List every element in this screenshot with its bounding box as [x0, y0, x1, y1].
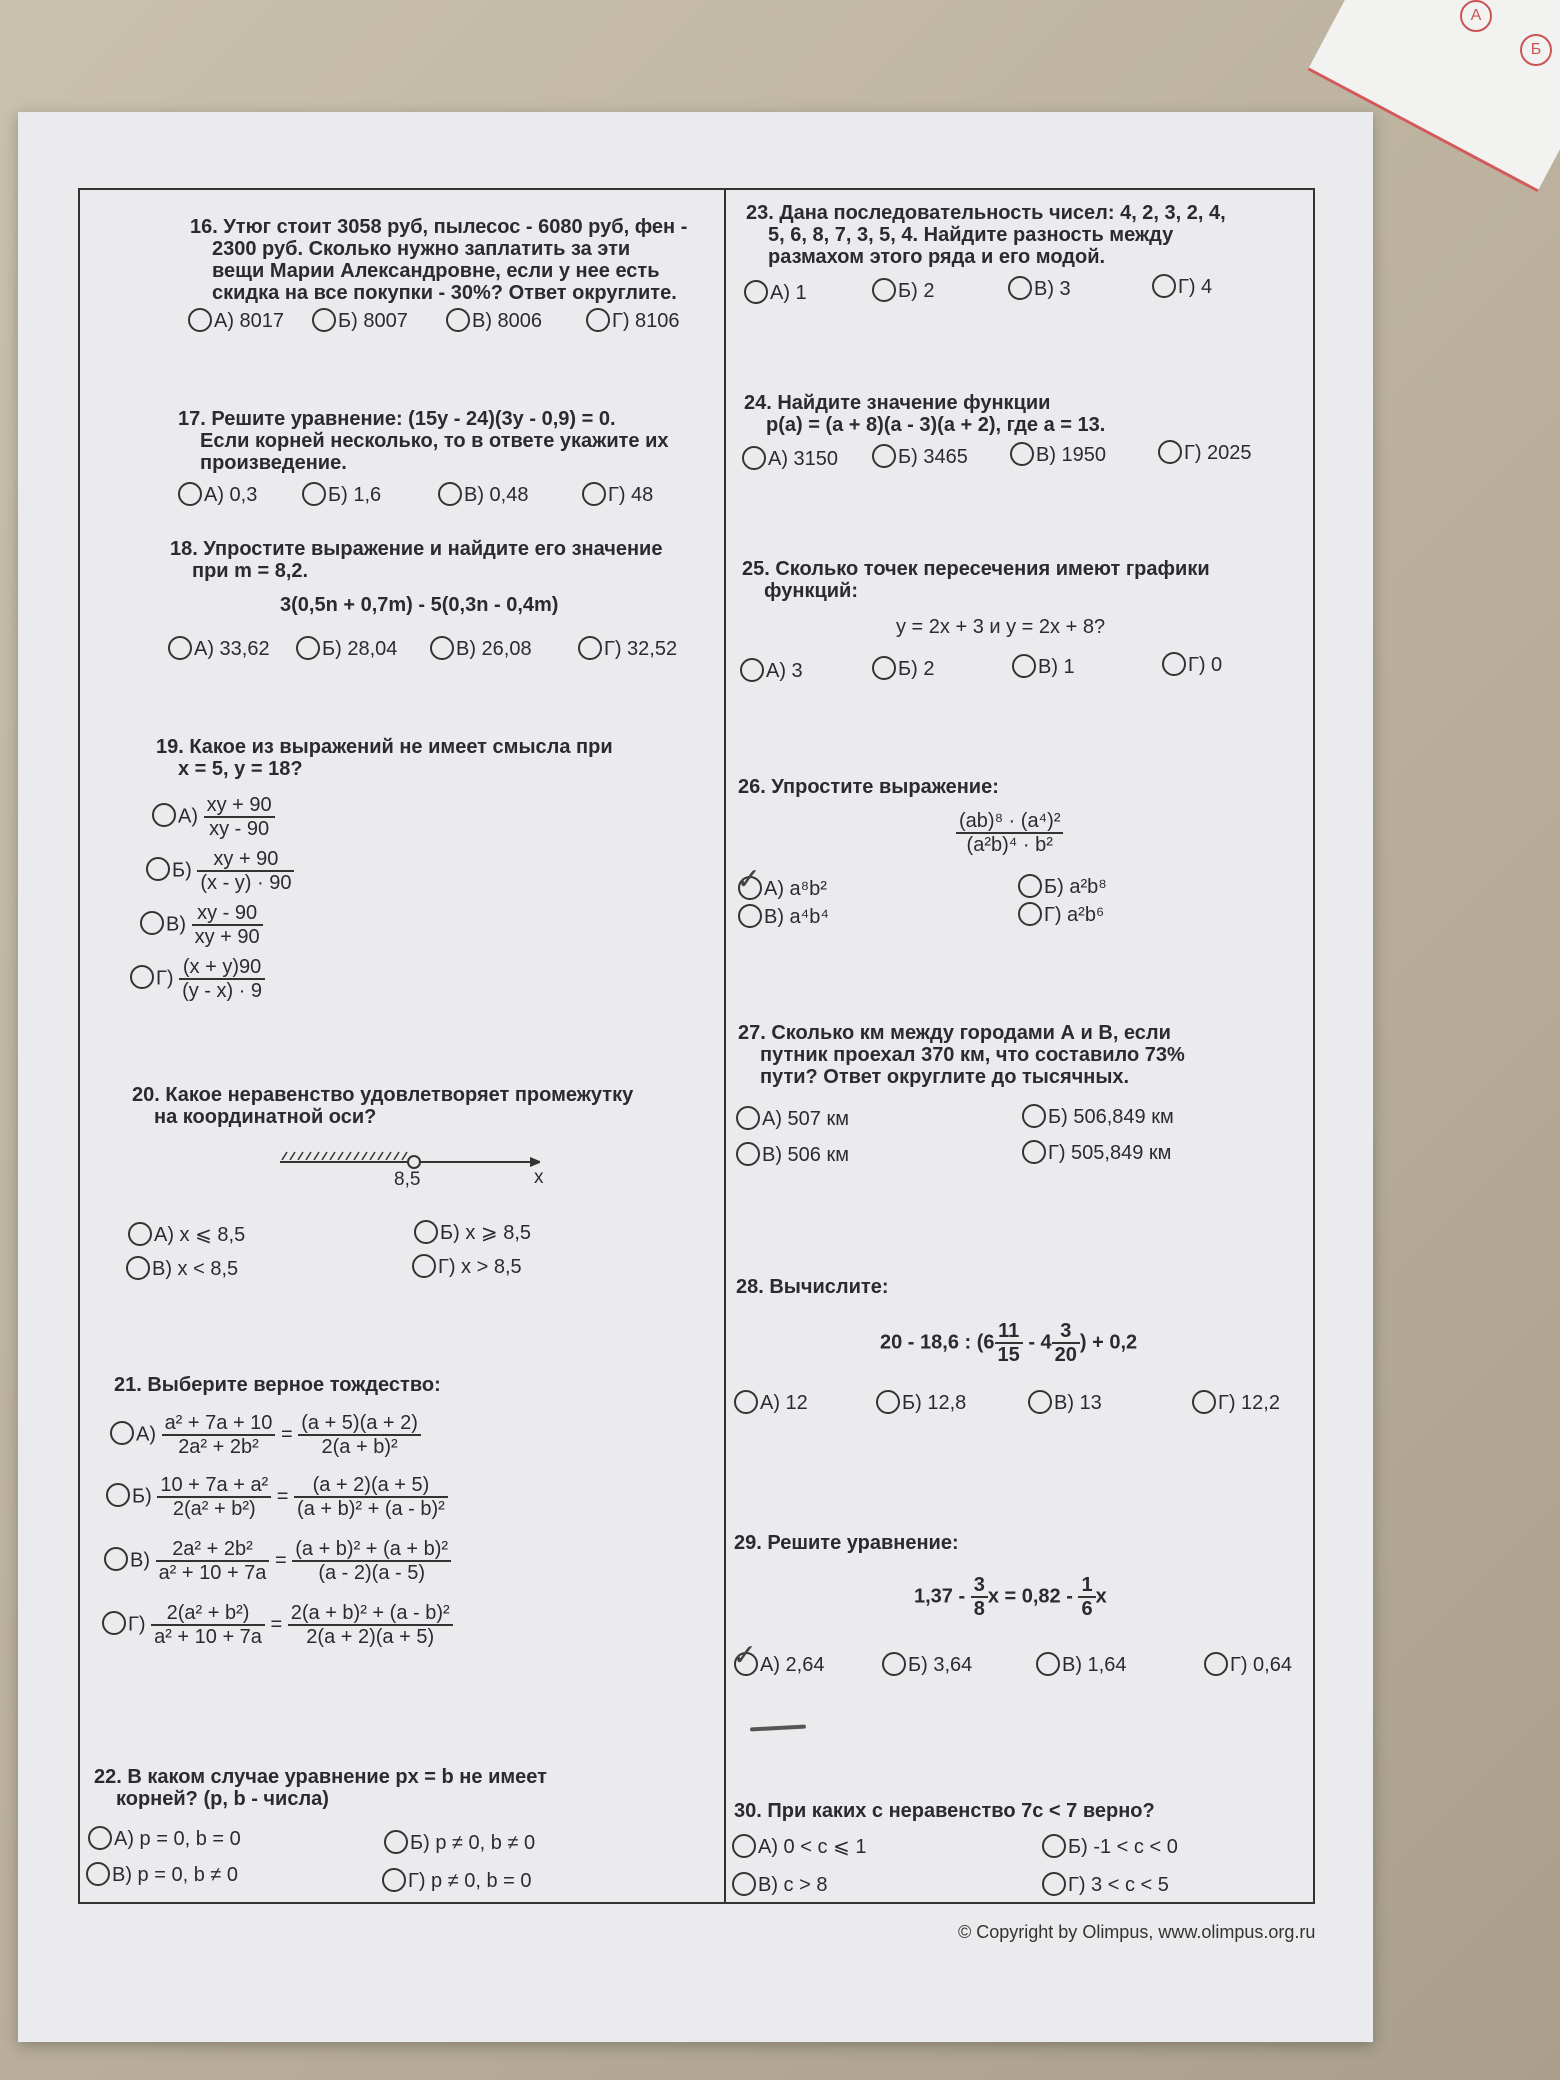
- q27-option-c[interactable]: [736, 1142, 849, 1167]
- q21-c-left-fraction: [156, 1538, 270, 1584]
- q17-line2: Если корней несколько, то в ответе укажите их: [200, 430, 669, 452]
- q28-expr-left: 20 - 18,6 : (6: [880, 1331, 995, 1354]
- q29-option-a[interactable]: [732, 1639, 825, 1677]
- q26-option-a[interactable]: [736, 863, 827, 901]
- radio-circle[interactable]: [382, 1868, 406, 1892]
- q16-line4: скидка на все покупки - 30%? Ответ округлите.: [212, 282, 677, 304]
- q17-option-b-label: Б) 1,6: [328, 484, 382, 506]
- q25-option-a[interactable]: [740, 658, 803, 683]
- q19-a-fraction: [204, 794, 275, 840]
- radio-circle[interactable]: [744, 280, 768, 304]
- radio-circle[interactable]: [1028, 1390, 1052, 1414]
- q21-d-left-fraction: [151, 1602, 265, 1648]
- q24-option-a-label: А) 3150: [768, 448, 839, 470]
- q24-option-d[interactable]: [1158, 440, 1252, 465]
- q28-fraction-1: [995, 1320, 1023, 1366]
- q21-option-d[interactable]: Г) $\frac{\text{2(a² + b²)}}{\text{a² + 10 + 7a}}$ = $\frac{\text{2(a + b)² + (a - b)²}}{2(a + 2)(a + 5)}$: [102, 1602, 453, 1648]
- q22-line1: 22. В каком случае уравнение px = b не имеет: [94, 1766, 547, 1788]
- q28-option-d[interactable]: [1192, 1390, 1280, 1415]
- q29-expr-c: x: [1095, 1585, 1107, 1608]
- q30-option-c[interactable]: [732, 1872, 827, 1897]
- fraction-numerator: 2(a + b)² + (a - b)²: [288, 1602, 453, 1626]
- q18-option-d[interactable]: [578, 636, 677, 661]
- radio-circle[interactable]: [296, 636, 320, 660]
- radio-circle[interactable]: [1010, 442, 1034, 466]
- q26-option-c-label: В) a⁴b⁴: [764, 906, 829, 928]
- q22-option-d-label: Г) p ≠ 0, b = 0: [408, 1870, 532, 1892]
- q18-option-d-label: Г) 32,52: [604, 638, 678, 660]
- q21-a-right-fraction: [298, 1412, 421, 1458]
- corner-mark-b: Б: [1520, 34, 1552, 66]
- q21-c-right-fraction: [292, 1538, 451, 1584]
- q21-b-right-fraction: [294, 1474, 448, 1520]
- q23-option-d[interactable]: [1152, 274, 1212, 299]
- radio-circle[interactable]: [1158, 440, 1182, 464]
- q20-option-a-label: А) x ⩽ 8,5: [154, 1224, 246, 1246]
- q25-option-c-label: В) 1: [1038, 656, 1075, 678]
- q17-option-a[interactable]: [178, 482, 257, 507]
- question-18: [170, 538, 662, 582]
- q20-option-d[interactable]: [412, 1254, 522, 1279]
- q25-option-b[interactable]: [872, 656, 934, 681]
- q27-line1: 27. Сколько км между городами А и В, если: [738, 1022, 1171, 1044]
- fraction-numerator: xy + 90: [204, 794, 275, 818]
- question-19: [156, 736, 613, 780]
- test-sheet: [18, 112, 1373, 2042]
- q20-point-label: 8,5: [394, 1169, 421, 1190]
- radio-circle[interactable]: [734, 1390, 758, 1414]
- fraction-numerator: 3: [1052, 1320, 1080, 1344]
- radio-circle[interactable]: [88, 1826, 112, 1850]
- radio-circle[interactable]: [302, 482, 326, 506]
- q29-option-d[interactable]: [1204, 1652, 1292, 1677]
- radio-circle[interactable]: [882, 1652, 906, 1676]
- q27-line2: путник проехал 370 км, что составило 73%: [760, 1044, 1185, 1066]
- radio-circle[interactable]: [430, 636, 454, 660]
- fraction-denominator: (x - y) · 90: [200, 872, 292, 894]
- radio-circle[interactable]: [738, 904, 762, 928]
- q17-option-d-label: Г) 48: [608, 484, 654, 506]
- radio-circle[interactable]: [384, 1830, 408, 1854]
- q21-option-a-label: А): [136, 1423, 156, 1446]
- q16-line2: 2300 руб. Сколько нужно заплатить за эти: [212, 238, 631, 260]
- q22-option-d[interactable]: [382, 1868, 532, 1893]
- radio-circle[interactable]: [736, 1142, 760, 1166]
- q25-line2: функций:: [764, 580, 858, 602]
- question-23: [746, 202, 1226, 268]
- fraction-numerator: 3: [971, 1574, 988, 1598]
- q18-option-b-label: Б) 28,04: [322, 638, 398, 660]
- q28-expr-mid: - 4: [1022, 1331, 1052, 1354]
- q21-option-a[interactable]: А) $\frac{\text{a² + 7a + 10}}{\text{2a² + 2b²}}$ = $\frac{(a + 5)(a + 2)}{\text{2(a + b)²}}$: [110, 1412, 421, 1458]
- q16-option-c[interactable]: [446, 308, 542, 333]
- q21-a-left-fraction: [162, 1412, 276, 1458]
- radio-circle[interactable]: [1022, 1140, 1046, 1164]
- q19-option-d-label: Г): [156, 967, 174, 990]
- q17-option-c-label: В) 0,48: [464, 484, 529, 506]
- q19-option-c-label: В): [166, 913, 186, 936]
- q18-option-c[interactable]: [430, 636, 532, 661]
- fraction-denominator: 8: [973, 1598, 985, 1620]
- q18-expression: 3(0,5n + 0,7m) - 5(0,3n - 0,4m): [280, 594, 559, 616]
- fraction-numerator: 11: [995, 1320, 1023, 1344]
- question-30: 30. При каких c неравенство 7c < 7 верно?: [734, 1800, 1155, 1822]
- radio-circle[interactable]: [152, 803, 176, 827]
- fraction-numerator: (a + b)² + (a + b)²: [292, 1538, 451, 1562]
- q23-option-b[interactable]: [872, 278, 934, 303]
- q27-option-a[interactable]: [736, 1106, 849, 1131]
- radio-circle[interactable]: [732, 1872, 756, 1896]
- q21-d-right-fraction: [288, 1602, 453, 1648]
- radio-circle[interactable]: [140, 911, 164, 935]
- q29-expression: [914, 1574, 1107, 1620]
- q28-fraction-2: [1052, 1320, 1080, 1366]
- radio-circle[interactable]: [1152, 274, 1176, 298]
- radio-circle[interactable]: [582, 482, 606, 506]
- q17-option-a-label: А) 0,3: [204, 484, 258, 506]
- radio-circle[interactable]: [732, 1639, 758, 1676]
- q29-option-a-label: А) 2,64: [760, 1654, 825, 1676]
- radio-circle[interactable]: [1018, 902, 1042, 926]
- q23-line2: 5, 6, 8, 7, 3, 5, 4. Найдите разность между: [768, 224, 1174, 246]
- q29-expr-b: x = 0,82 -: [987, 1585, 1079, 1608]
- q19-option-d[interactable]: [130, 956, 265, 1002]
- q21-option-b[interactable]: Б) $\frac{\text{10 + 7a + a²}}{\text{2(a² + b²)}}$ = $\frac{(a + 2)(a + 5)}{\text{(a + b)² + (a - b)²}}$: [106, 1474, 448, 1520]
- radio-circle[interactable]: [1042, 1872, 1066, 1896]
- fraction-numerator: 2a² + 2b²: [156, 1538, 270, 1562]
- q30-option-c-label: В) c > 8: [758, 1874, 828, 1896]
- q27-option-d-label: Г) 505,849 км: [1048, 1142, 1172, 1164]
- q19-c-fraction: [192, 902, 263, 948]
- q19-option-a[interactable]: [152, 794, 275, 840]
- radio-circle[interactable]: [1036, 1652, 1060, 1676]
- radio-circle[interactable]: [1042, 1834, 1066, 1858]
- fraction-denominator: (y - x) · 9: [182, 980, 263, 1002]
- question-17: [178, 408, 669, 474]
- fraction-denominator: (a + b)² + (a - b)²: [297, 1498, 445, 1520]
- fraction-numerator: 1: [1078, 1574, 1095, 1598]
- q28-option-d-label: Г) 12,2: [1218, 1392, 1280, 1414]
- corner-mark-a: А: [1460, 0, 1492, 32]
- q30-option-b[interactable]: [1042, 1834, 1178, 1859]
- radio-circle[interactable]: [742, 446, 766, 470]
- checkmark-icon: ✓: [732, 1639, 758, 1672]
- q17-option-d[interactable]: [582, 482, 653, 507]
- q29-expr-a: 1,37 -: [914, 1585, 971, 1608]
- q19-option-b-label: Б): [172, 859, 192, 882]
- q20-option-a[interactable]: [128, 1222, 245, 1247]
- fraction-numerator: xy + 90: [197, 848, 294, 872]
- q29-fraction-2: [1078, 1574, 1095, 1620]
- q23-option-c-label: В) 3: [1034, 278, 1071, 300]
- fraction-numerator: (a + 5)(a + 2): [298, 1412, 421, 1436]
- q23-line3: размахом этого ряда и его модой.: [768, 246, 1106, 268]
- q29-option-b-label: Б) 3,64: [908, 1654, 973, 1676]
- q18-option-a[interactable]: [168, 636, 270, 661]
- q28-expr-right: ) + 0,2: [1079, 1331, 1138, 1354]
- q30-option-b-label: Б) -1 < c < 0: [1068, 1836, 1178, 1858]
- q20-option-c[interactable]: [126, 1256, 238, 1281]
- q28-option-c-label: В) 13: [1054, 1392, 1102, 1414]
- question-21: 21. Выберите верное тождество:: [114, 1374, 441, 1396]
- q24-option-c-label: В) 1950: [1036, 444, 1107, 466]
- q22-option-a-label: А) p = 0, b = 0: [114, 1828, 241, 1850]
- q25-option-a-label: А) 3: [766, 660, 803, 682]
- q24-option-c[interactable]: [1010, 442, 1106, 467]
- question-27: [738, 1022, 1185, 1088]
- radio-circle[interactable]: [446, 308, 470, 332]
- q19-d-fraction: [179, 956, 265, 1002]
- radio-circle[interactable]: [128, 1222, 152, 1246]
- q20-option-d-label: Г) x > 8,5: [438, 1256, 522, 1278]
- fraction-denominator: xy + 90: [194, 926, 260, 948]
- q30-option-d-label: Г) 3 < c < 5: [1068, 1874, 1169, 1896]
- radio-circle[interactable]: [106, 1483, 130, 1507]
- q30-option-d[interactable]: [1042, 1872, 1169, 1897]
- fraction-denominator: a² + 10 + 7a: [154, 1626, 262, 1648]
- radio-circle[interactable]: [736, 863, 762, 900]
- q25-option-d[interactable]: [1162, 652, 1222, 677]
- q30-option-a[interactable]: [732, 1834, 866, 1859]
- q22-option-b[interactable]: [384, 1830, 535, 1855]
- q28-option-c[interactable]: [1028, 1390, 1102, 1415]
- q23-line1: 23. Дана последовательность чисел: 4, 2, 3, 2, 4,: [746, 202, 1226, 224]
- q26-option-a-label: А) a⁸b²: [764, 878, 827, 900]
- q29-option-c-label: В) 1,64: [1062, 1654, 1127, 1676]
- fraction-numerator: (a + 2)(a + 5): [294, 1474, 448, 1498]
- checkmark-icon: ✓: [736, 863, 762, 896]
- q21-option-b-label: Б): [132, 1485, 152, 1508]
- q17-line1: 17. Решите уравнение: (15y - 24)(3y - 0,9) = 0.: [178, 408, 616, 430]
- radio-circle[interactable]: [102, 1611, 126, 1635]
- q16-line3: вещи Марии Александровне, если у нее есть: [212, 260, 660, 282]
- radio-circle[interactable]: [1018, 874, 1042, 898]
- radio-circle[interactable]: [104, 1547, 128, 1571]
- q17-option-c[interactable]: [438, 482, 528, 507]
- q20-line1: 20. Какое неравенство удовлетворяет промежутку: [132, 1084, 634, 1106]
- q16-option-b-label: Б) 8007: [338, 310, 408, 332]
- question-24: [744, 392, 1105, 436]
- question-20: [132, 1084, 633, 1128]
- q26-option-b[interactable]: [1018, 874, 1107, 899]
- q18-line2: при m = 8,2.: [192, 560, 309, 582]
- radio-circle[interactable]: [1008, 276, 1032, 300]
- q22-option-b-label: Б) p ≠ 0, b ≠ 0: [410, 1832, 536, 1854]
- q27-option-a-label: А) 507 км: [762, 1108, 849, 1130]
- q27-option-b[interactable]: [1022, 1104, 1174, 1129]
- q19-b-fraction: [197, 848, 294, 894]
- fraction-denominator: 6: [1081, 1598, 1093, 1620]
- q26-option-c[interactable]: [738, 904, 829, 929]
- fraction-numerator: 10 + 7a + a²: [157, 1474, 271, 1498]
- q25-option-b-label: Б) 2: [898, 658, 935, 680]
- q24-line2: p(a) = (a + 8)(a - 3)(a + 2), где a = 13.: [766, 414, 1106, 436]
- q25-option-d-label: Г) 0: [1188, 654, 1223, 676]
- q27-option-d[interactable]: [1022, 1140, 1171, 1165]
- fraction-numerator: (ab)⁸ · (a⁴)²: [956, 810, 1063, 834]
- q18-option-a-label: А) 33,62: [194, 638, 270, 660]
- q18-option-c-label: В) 26,08: [456, 638, 532, 660]
- radio-circle[interactable]: [586, 308, 610, 332]
- radio-circle[interactable]: [872, 444, 896, 468]
- q28-option-b-label: Б) 12,8: [902, 1392, 967, 1414]
- question-26: 26. Упростите выражение:: [738, 776, 999, 798]
- q21-b-left-fraction: [157, 1474, 271, 1520]
- q29-option-d-label: Г) 0,64: [1230, 1654, 1292, 1676]
- radio-circle[interactable]: [130, 965, 154, 989]
- radio-circle[interactable]: [414, 1220, 438, 1244]
- radio-circle[interactable]: [146, 857, 170, 881]
- q24-line1: 24. Найдите значение функции: [744, 392, 1051, 414]
- radio-circle[interactable]: [168, 636, 192, 660]
- q18-line1: 18. Упростите выражение и найдите его значение: [170, 538, 663, 560]
- q29-option-b[interactable]: [882, 1652, 972, 1677]
- q28-option-b[interactable]: [876, 1390, 966, 1415]
- copyright-footer: © Copyright by Olimpus, www.olimpus.org.ru: [958, 1922, 1316, 1942]
- q19-option-a-label: А): [178, 805, 198, 828]
- q19-option-c[interactable]: [140, 902, 263, 948]
- fraction-numerator: xy - 90: [192, 902, 263, 926]
- q28-option-a[interactable]: [734, 1390, 808, 1415]
- q16-option-d-label: Г) 8106: [612, 310, 680, 332]
- fraction-denominator: a² + 10 + 7a: [158, 1562, 267, 1584]
- fraction-denominator: 2a² + 2b²: [178, 1436, 259, 1458]
- radio-circle[interactable]: [578, 636, 602, 660]
- q16-option-d[interactable]: [586, 308, 680, 333]
- q20-option-c-label: В) x < 8,5: [152, 1258, 239, 1280]
- radio-circle[interactable]: [86, 1862, 110, 1886]
- q22-option-a[interactable]: [88, 1826, 241, 1851]
- radio-circle[interactable]: [872, 278, 896, 302]
- fraction-denominator: 20: [1054, 1344, 1077, 1366]
- radio-circle[interactable]: [876, 1390, 900, 1414]
- radio-circle[interactable]: [732, 1834, 756, 1858]
- q16-option-a-label: А) 8017: [214, 310, 285, 332]
- q27-line3: пути? Ответ округлите до тысячных.: [760, 1066, 1130, 1088]
- question-16: [190, 216, 687, 304]
- radio-circle[interactable]: [1022, 1104, 1046, 1128]
- q25-line1: 25. Сколько точек пересечения имеют графики: [742, 558, 1210, 580]
- q23-option-a[interactable]: [744, 280, 807, 305]
- radio-circle[interactable]: [110, 1421, 134, 1445]
- q23-option-b-label: Б) 2: [898, 280, 935, 302]
- radio-circle[interactable]: [1162, 652, 1186, 676]
- q20-option-b-label: Б) x ⩾ 8,5: [440, 1222, 532, 1244]
- fraction-denominator: xy - 90: [209, 818, 270, 840]
- radio-circle[interactable]: [1012, 654, 1036, 678]
- q20-line2: на координатной оси?: [154, 1106, 377, 1128]
- q23-option-c[interactable]: [1008, 276, 1071, 301]
- fraction-numerator: 2(a² + b²): [151, 1602, 265, 1626]
- q28-expression: [880, 1320, 1137, 1366]
- q23-option-d-label: Г) 4: [1178, 276, 1213, 298]
- radio-circle[interactable]: [872, 656, 896, 680]
- q22-option-c-label: В) p = 0, b ≠ 0: [112, 1864, 239, 1886]
- q19-option-b[interactable]: [146, 848, 294, 894]
- q24-option-a[interactable]: [742, 446, 838, 471]
- fraction-denominator: (a²b)⁴ · b²: [966, 834, 1053, 856]
- q24-option-d-label: Г) 2025: [1184, 442, 1252, 464]
- q26-option-b-label: Б) a²b⁸: [1044, 876, 1107, 898]
- radio-circle[interactable]: [312, 308, 336, 332]
- q28-option-a-label: А) 12: [760, 1392, 808, 1414]
- q25-option-c[interactable]: [1012, 654, 1075, 679]
- q26-expression: [956, 810, 1063, 856]
- q18-option-b[interactable]: [296, 636, 397, 661]
- q22-option-c[interactable]: [86, 1862, 238, 1887]
- q29-fraction-1: [971, 1574, 988, 1620]
- q25-expression: y = 2x + 3 и y = 2x + 8?: [896, 616, 1106, 638]
- q27-option-c-label: В) 506 км: [762, 1144, 849, 1166]
- q22-line2: корней? (p, b - числа): [116, 1788, 329, 1810]
- q20-axis-label: x: [534, 1167, 544, 1188]
- question-22: [94, 1766, 547, 1810]
- q24-option-b[interactable]: [872, 444, 968, 469]
- fraction-denominator: 15: [997, 1344, 1020, 1366]
- radio-circle[interactable]: [412, 1254, 436, 1278]
- radio-circle[interactable]: [126, 1256, 150, 1280]
- q23-option-a-label: А) 1: [770, 282, 807, 304]
- fraction-numerator: a² + 7a + 10: [162, 1412, 276, 1436]
- q16-option-a[interactable]: [188, 308, 284, 333]
- fraction-denominator: 2(a + 2)(a + 5): [306, 1626, 435, 1648]
- q26-fraction: [956, 810, 1063, 856]
- q16-option-c-label: В) 8006: [472, 310, 543, 332]
- fraction-numerator: (x + y)90: [179, 956, 265, 980]
- radio-circle[interactable]: [1192, 1390, 1216, 1414]
- q29-option-c[interactable]: [1036, 1652, 1126, 1677]
- q19-line1: 19. Какое из выражений не имеет смысла при: [156, 736, 613, 758]
- q16-line1: 16. Утюг стоит 3058 руб, пылесос - 6080 руб, фен -: [190, 216, 688, 238]
- question-28: 28. Вычислите:: [736, 1276, 889, 1298]
- fraction-denominator: (a - 2)(a - 5): [318, 1562, 425, 1584]
- q30-option-a-label: А) 0 < c ⩽ 1: [758, 1836, 867, 1858]
- radio-circle[interactable]: [188, 308, 212, 332]
- q17-line3: произведение.: [200, 452, 347, 474]
- radio-circle[interactable]: [736, 1106, 760, 1130]
- radio-circle[interactable]: [740, 658, 764, 682]
- q21-option-c-label: В): [130, 1549, 150, 1572]
- q21-option-d-label: Г): [128, 1613, 146, 1636]
- column-divider: [724, 188, 726, 1902]
- fraction-denominator: 2(a + b)²: [321, 1436, 398, 1458]
- question-29: 29. Решите уравнение:: [734, 1532, 959, 1554]
- q26-option-d-label: Г) a²b⁶: [1044, 904, 1105, 926]
- radio-circle[interactable]: [438, 482, 462, 506]
- radio-circle[interactable]: [178, 482, 202, 506]
- q21-option-c[interactable]: В) $\frac{\text{2a² + 2b²}}{\text{a² + 10 + 7a}}$ = $\frac{\text{(a + b)² + (a + b)²}}{(a - 2)(a - 5)}$: [104, 1538, 451, 1584]
- q26-option-d[interactable]: [1018, 902, 1104, 927]
- q24-option-b-label: Б) 3465: [898, 446, 968, 468]
- question-25: [742, 558, 1210, 602]
- fraction-denominator: 2(a² + b²): [172, 1498, 256, 1520]
- radio-circle[interactable]: [1204, 1652, 1228, 1676]
- q19-line2: x = 5, y = 18?: [178, 758, 303, 780]
- q20-option-b[interactable]: [414, 1220, 531, 1245]
- q16-option-b[interactable]: [312, 308, 408, 333]
- q27-option-b-label: Б) 506,849 км: [1048, 1106, 1174, 1128]
- q17-option-b[interactable]: [302, 482, 381, 507]
